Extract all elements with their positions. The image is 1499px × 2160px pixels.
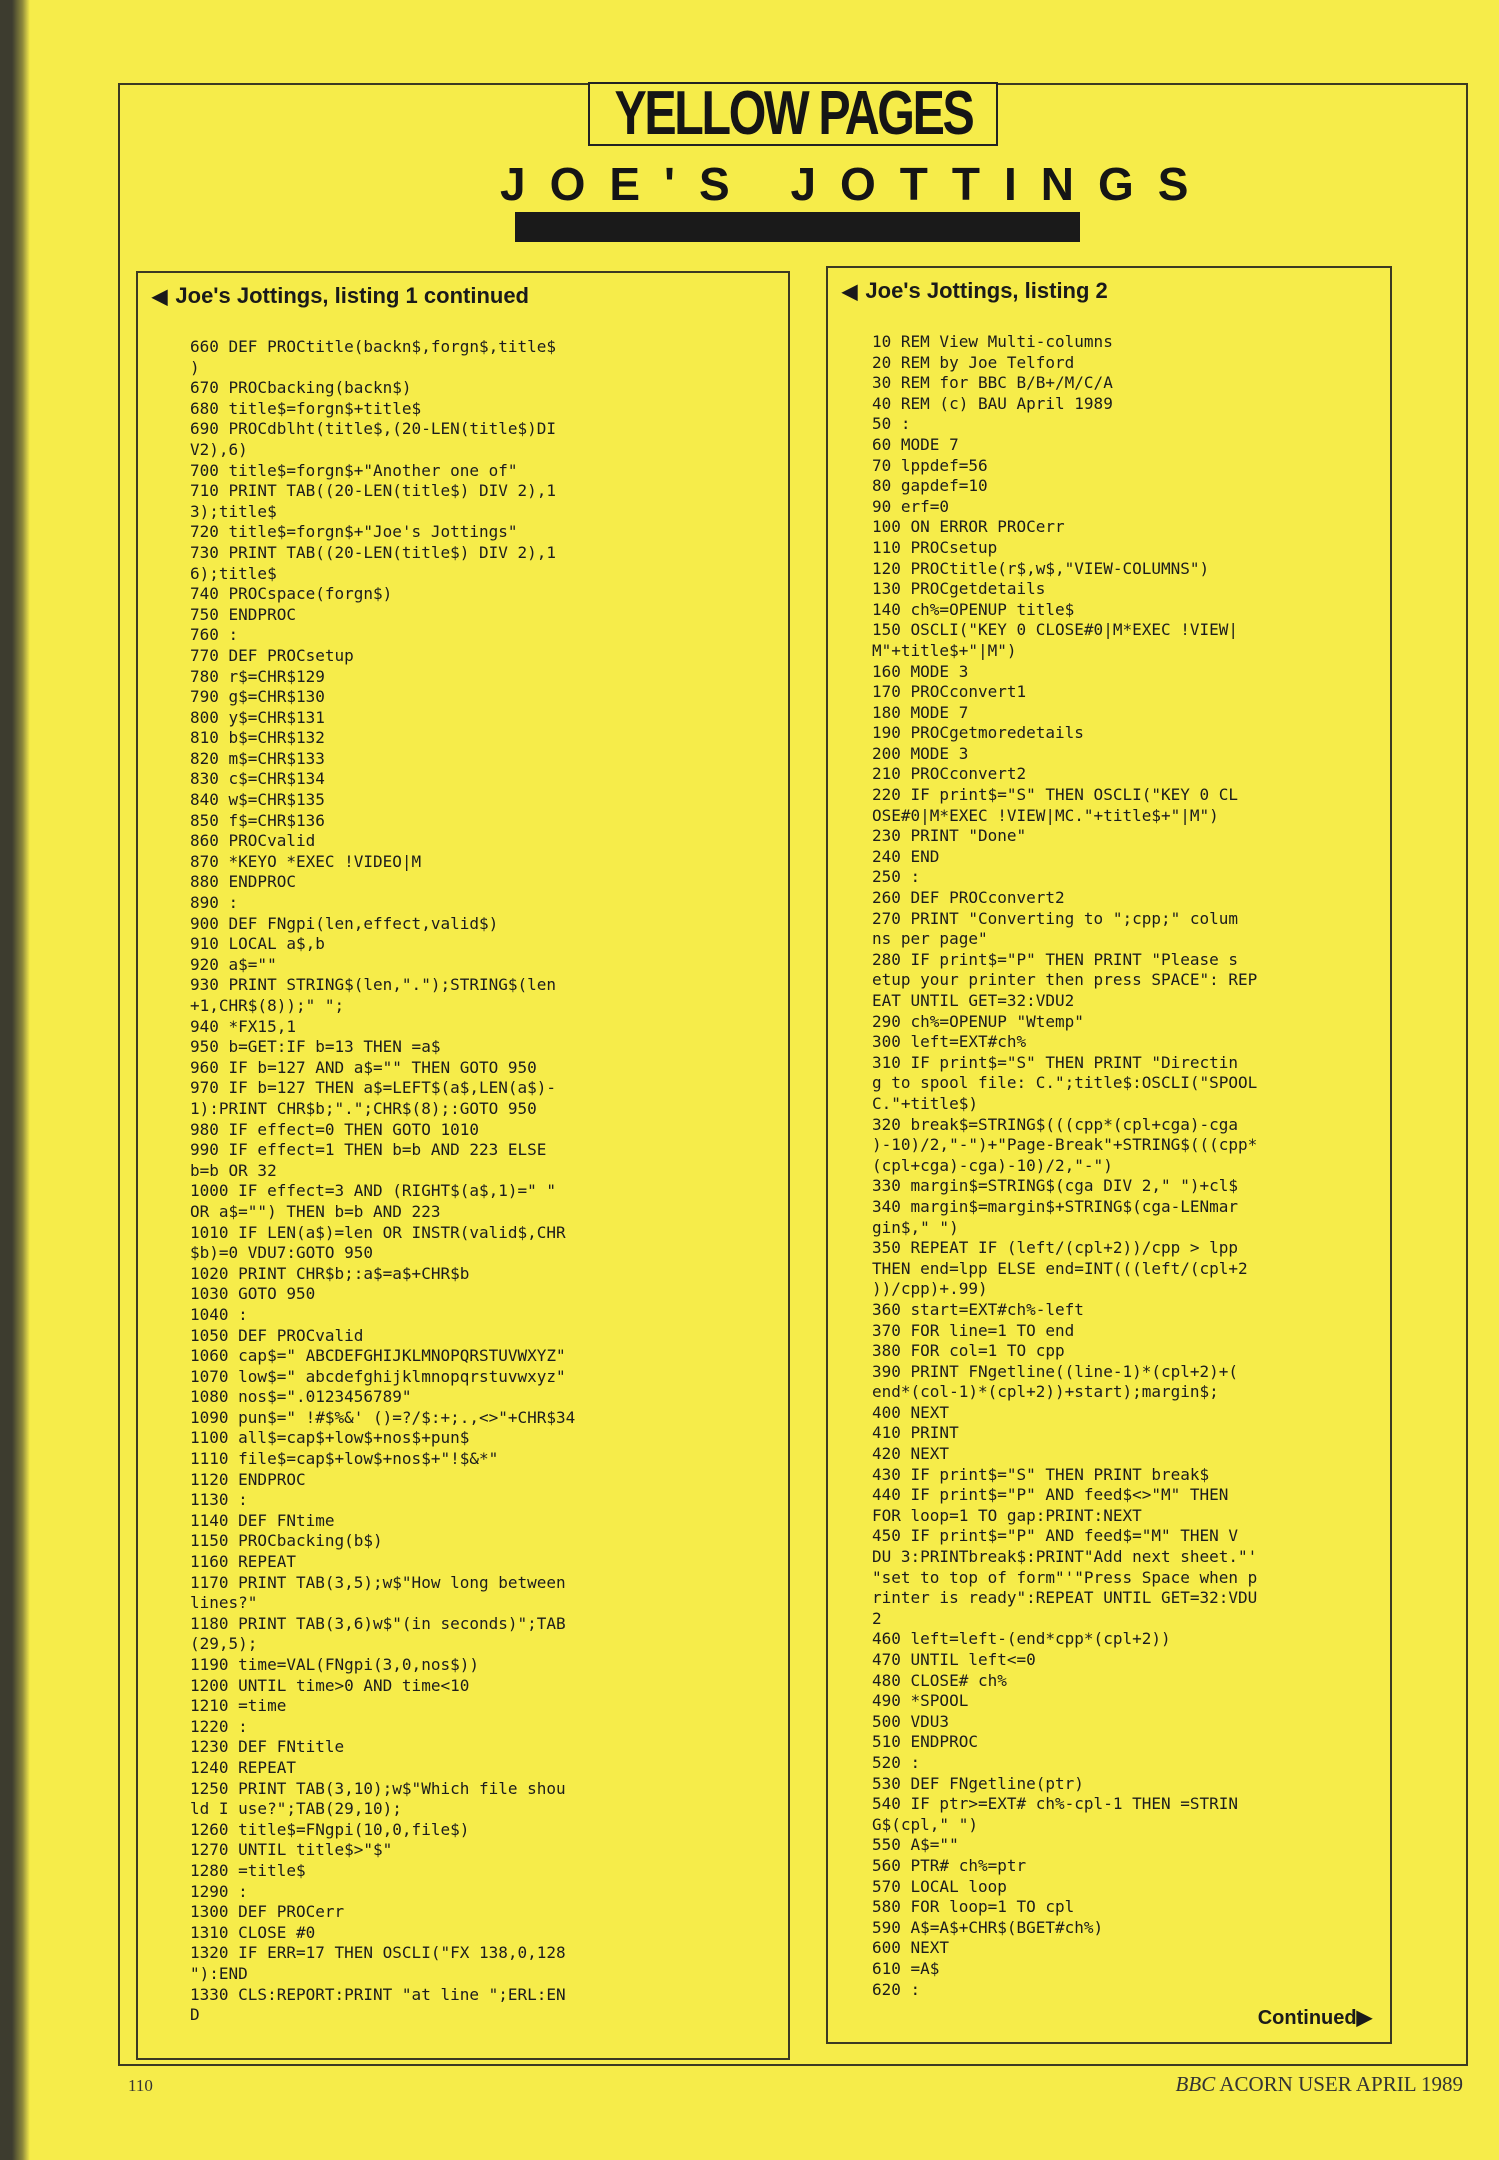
listing-2-code: 10 REM View Multi-columns 20 REM by Joe Telford 30 REM for BBC B/B+/M/C/A 40 REM (c) BAU April 1989 50 : 60 MODE 7 70 lppdef=56 80 gapdef=10 90 erf=0 100 ON ERROR PROCerr 110 PROCsetup 120 PROCtitle(r$,w$,"VIEW-COLUMNS") 130 PROCgetdetails 140 ch%=OPENUP title$ 150 OSCLI("KEY 0 CLOSE#0|M*EXEC !VIEW| M"+title$+"|M") 160 MODE 3 170 PROCconvert1 180 MODE 7 190 PROCgetmoredetails 200 MODE 3 210 PROCconvert2 220 IF print$="S" THEN OSCLI("KEY 0 CL OSE#0|M*EXEC !VIEW|MC."+title$+"|M") 230 PRINT "Done" 240 END 250 : 260 DEF PROCconvert2 270 PRINT "Converting to ";cpp;" colum ns per page" 280 IF print$="P" THEN PRINT "Please s etup your printer then press SPACE": REP EAT UNTIL GET=32:VDU2 290 ch%=OPENUP "Wtemp" 300 left=EXT#ch% 310 IF print$="S" THEN PRINT "Directin g to spool file: C.";title$:OSCLI("SPOOL C."+title$) 320 break$=STRING$(((cpp*(cpl+cga)-cga )-10)/2,"-")+"Page-Break"+STRING$(((cpp* (cpl+cga)-cga)-10)/2,"-") 330 margin$=STRING$(cga DIV 2," ")+cl$ 340 margin$=margin$+STRING$(cga-LENmar gin$," ") 350 REPEAT IF (left/(cpl+2))/cpp > lpp THEN end=lpp ELSE end=INT(((left/(cpl+2 ))/cpp)+.99) 360 start=EXT#ch%-left 370 FOR line=1 TO end 380 FOR col=1 TO cpp 390 PRINT FNgetline((line-1)*(cpl+2)+( end*(col-1)*(cpl+2))+start);margin$; 400 NEXT 410 PRINT 420 NEXT 430 IF print$="S" THEN PRINT break$ 440 IF print$="P" AND feed$<>"M" THEN FOR loop=1 TO gap:PRINT:NEXT 450 IF print$="P" AND feed$="M" THEN V DU 3:PRINTbreak$:PRINT"Add next sheet."' "set to top of form"'"Press Space when p rinter is ready":REPEAT UNTIL GET=32:VDU 2 460 left=left-(end*cpp*(cpl+2)) 470 UNTIL left<=0 480 CLOSE# ch% 490 *SPOOL 500 VDU3 510 ENDPROC 520 : 530 DEF FNgetline(ptr) 540 IF ptr>=EXT# ch%-cpl-1 THEN =STRIN G$(cpl," ") 550 A$="" 560 PTR# ch%=ptr 570 LOCAL loop 580 FOR loop=1 TO cpl 590 A$=A$+CHR$(BGET#ch%) 600 NEXT 610 =A$ 620 : xyxy=(872,332,1258,1999)
page-edge-shadow xyxy=(0,0,30,2160)
masthead-box xyxy=(588,79,998,148)
listing-1-title: Joe's Jottings, listing 1 continued xyxy=(175,283,529,308)
magazine-name: BBC xyxy=(1175,2072,1216,2096)
listing-1-code: 660 DEF PROCtitle(backn$,forgn$,title$ ) 670 PROCbacking(backn$) 680 title$=forgn$+title$ 690 PROCdblht(title$,(20-LEN(title$)DI V2),6) 700 title$=forgn$+"Another one of" 710 PRINT TAB((20-LEN(title$) DIV 2),1 3);title$ 720 title$=forgn$+"Joe's Jottings" 730 PRINT TAB((20-LEN(title$) DIV 2),1 6);title$ 740 PROCspace(forgn$) 750 ENDPROC 760 : 770 DEF PROCsetup 780 r$=CHR$129 790 g$=CHR$130 800 y$=CHR$131 810 b$=CHR$132 820 m$=CHR$133 830 c$=CHR$134 840 w$=CHR$135 850 f$=CHR$136 860 PROCvalid 870 *KEYO *EXEC !VIDEO|M 880 ENDPROC 890 : 900 DEF FNgpi(len,effect,valid$) 910 LOCAL a$,b 920 a$="" 930 PRINT STRING$(len,".");STRING$(len +1,CHR$(8));" "; 940 *FX15,1 950 b=GET:IF b=13 THEN =a$ 960 IF b=127 AND a$="" THEN GOTO 950 970 IF b=127 THEN a$=LEFT$(a$,LEN(a$)- 1):PRINT CHR$b;".";CHR$(8);:GOTO 950 980 IF effect=0 THEN GOTO 1010 990 IF effect=1 THEN b=b AND 223 ELSE b=b OR 32 1000 IF effect=3 AND (RIGHT$(a$,1)=" " OR a$="") THEN b=b AND 223 1010 IF LEN(a$)=len OR INSTR(valid$,CHR $b)=0 VDU7:GOTO 950 1020 PRINT CHR$b;:a$=a$+CHR$b 1030 GOTO 950 1040 : 1050 DEF PROCvalid 1060 cap$=" ABCDEFGHIJKLMNOPQRSTUVWXYZ" 1070 low$=" abcdefghijklmnopqrstuvwxyz" 1080 nos$=".0123456789" 1090 pun$=" !#$%&' ()=?/$:+;.,<>"+CHR$34 1100 all$=cap$+low$+nos$+pun$ 1110 file$=cap$+low$+nos$+"!$&*" 1120 ENDPROC 1130 : 1140 DEF FNtime 1150 PROCbacking(b$) 1160 REPEAT 1170 PRINT TAB(3,5);w$"How long between lines?" 1180 PRINT TAB(3,6)w$"(in seconds)";TAB (29,5); 1190 time=VAL(FNgpi(3,0,nos$)) 1200 UNTIL time>0 AND time<10 1210 =time 1220 : 1230 DEF FNtitle 1240 REPEAT 1250 PRINT TAB(3,10);w$"Which file shou ld I use?";TAB(29,10); 1260 title$=FNgpi(10,0,file$) 1270 UNTIL title$>"$" 1280 =title$ 1290 : 1300 DEF PROCerr 1310 CLOSE #0 1320 IF ERR=17 THEN OSCLI("FX 138,0,128 "):END 1330 CLS:REPORT:PRINT "at line ";ERL:EN D xyxy=(190,337,576,2025)
right-triangle-icon: ▶ xyxy=(1356,2007,1372,2029)
left-triangle-icon: ◀ xyxy=(842,280,858,303)
listing-1-header xyxy=(152,281,529,311)
section-title-bar xyxy=(515,212,1080,242)
magazine-footer xyxy=(1176,2072,1463,2097)
continued-label xyxy=(1258,2005,1372,2030)
continued-text: Continued xyxy=(1257,2007,1357,2029)
section-title: JOE'S JOTTINGS xyxy=(500,158,1213,210)
left-triangle-icon: ◀ xyxy=(152,285,168,308)
page-number: 110 xyxy=(128,2076,153,2095)
magazine-issue: ACORN USER APRIL 1989 xyxy=(1219,2072,1463,2096)
listing-panel-2 xyxy=(826,266,1392,2044)
masthead-title: YELLOW PAGES xyxy=(614,79,972,148)
listing-2-header xyxy=(842,276,1108,306)
listing-panel-1 xyxy=(136,271,790,2060)
listing-2-title: Joe's Jottings, listing 2 xyxy=(865,278,1108,303)
